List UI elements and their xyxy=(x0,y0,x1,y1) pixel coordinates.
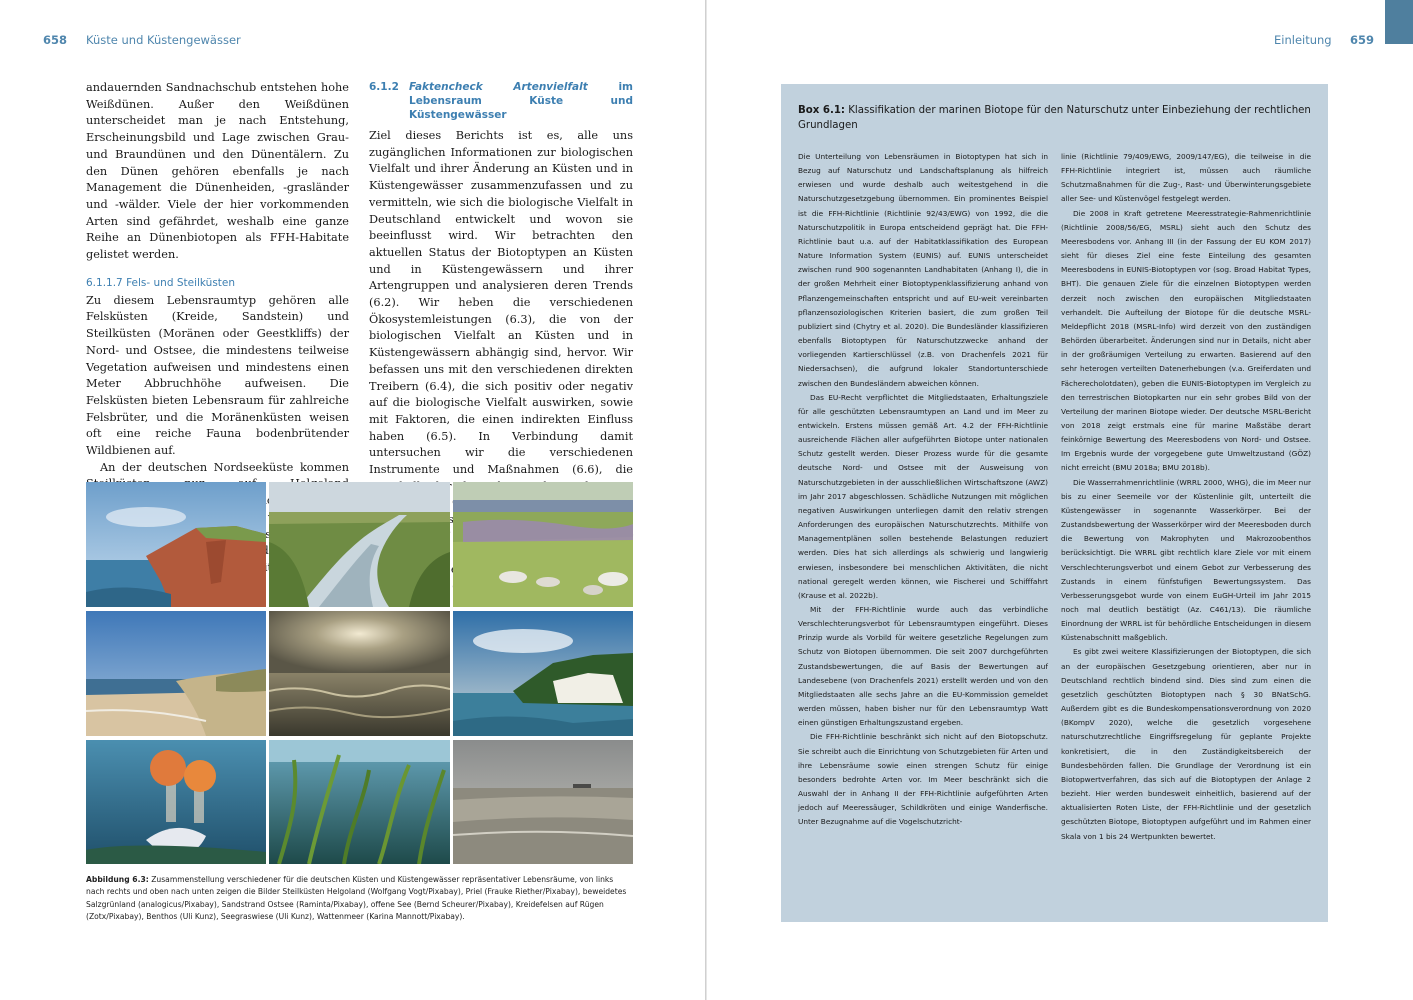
box-title xyxy=(798,103,1311,133)
box-paragraph-r1: linie (Richtlinie 79/409/EWG, 2009/147/EG), die teilweise in die FFH-Richtlinie integriert ist, müssen auch räumliche Schutzmaßnahmen für die Zug-, Rast- und Überwinterungsgebiete aller See- und Küstenvögel festgelegt werden. xyxy=(1061,152,1311,204)
paragraph-dunes: andauernden Sandnachschub entstehen hohe Weißdünen. Außer den Weißdünen unterscheidet man je nach Entstehung, Erscheinungsbild und Lage zwischen Grau- und Braundünen und den Dünentälern. Zu den Dünen gehören ebenfalls je nach Management die Dünenheiden, -grasländer und -wälder. Viele der hier vorkommenden Arten sind gefährdet, weshalb eine ganze Reihe an Dünenbiotopen als FFH-Habitate gelistet werden. xyxy=(86,81,349,262)
figure-caption-text: Zusammenstellung verschiedener für die deutschen Küsten und Küstengewässer repräsentativer Lebensräume, von links nach rechts und oben nach unten zeigen die Bilder Steilküsten Helgoland (Wolfgang Vogt/Pixabay), Priel (Frauke Riether/Pixabay), beweidetes Salzgrünland (analogicus/Pixabay), Sandstrand Ostsee (Raminta/Pixabay), offene See (Bernd Scheurer/Pixabay), Kreidefelsen auf Rügen (Zotx/Pixabay), Benthos (Uli Kunz), Seegraswiese (Uli Kunz), Wattenmeer (Karina Mannott/Pixabay). xyxy=(86,875,627,921)
section-title-rest: im Lebensraum Küste und Küstengewässer xyxy=(409,81,633,121)
box-paragraph-l2: Das EU-Recht verpflichtet die Mitgliedstaaten, Erhaltungsziele für alle geschützten Lebensraumtypen an Land und im Meer zu entwickeln. Erstens müssen gemäß Art. 4.2 der FFH-Richtlinie ausreichende Flächen aller aufgeführten Biotope unter nationalen Schutz gestellt werden. Dieser Prozess wurde für die gesamte deutsche Nord- und Ostsee mit der Ausweisung von Naturschutzgebieten in der ausschließlichen Wirtschaftszone (AWZ) im Jahr 2017 abgeschlossen. Schädliche Nutzungen mit möglichen negativen Auswirkungen unterliegen damit den relativ strengen Anforderungen des europäischen Naturschutzrechts. Mithilfe von Managementplänen sollen bestehende Belastungen reduziert werden. Dies hat sich allerdings als schwierig und langwierig erwiesen, insbesondere bei menschlichen Aktivitäten, die nicht national geregelt werden können, wie Fischerei und Schifffahrt (Krause et al. 2022b). xyxy=(798,392,1048,600)
photo-sandstrand-ostsee xyxy=(86,611,266,736)
box-label: Box 6.1: xyxy=(798,105,846,116)
figure-photo-grid xyxy=(86,482,633,865)
section-title xyxy=(409,80,633,122)
photo-seegraswiese xyxy=(269,740,450,864)
section-number: 6.1.2 xyxy=(369,81,399,93)
photo-priel xyxy=(269,482,450,607)
right-page xyxy=(707,0,1413,1000)
page-number-left: 658 xyxy=(43,33,68,47)
photo-offene-see xyxy=(269,611,450,736)
photo-wattenmeer xyxy=(453,740,633,864)
box-paragraph-l1: Die Unterteilung von Lebensräumen in Biotoptypen hat sich in Bezug auf Naturschutz und Landschaftsplanung als hilfreich erwiesen und wurde deshalb auch weitestgehend in die Naturschutzgesetzgebung übernommen. Ein prominentes Beispiel ist die FFH-Richtlinie (Richtlinie 92/43/EWG) von 1992, die die Naturschutzpolitik in Europa entscheidend geprägt hat. Die FFH-Richtlinie baut u.a. auf der Habitatklassifikation des European Nature Information System (EUNIS) auf. EUNIS unterscheidet zwischen rund 900 sogenannten Landhabitaten (Anhang I), die in der großen Mehrheit einer Biotoptypenklassifizierung anhand von Pflanzengemeinschaften entspricht und auf EU-weit vereinbarten pflanzensoziologischen Kriterien basiert, die zum großen Teil publiziert sind (Chytry et al. 2020). Die Bundesländer klassifizieren ebenfalls Biotoptypen für Naturschutzzwecke anhand der vorliegenden Kartierschlüssel (z.B. von Drachenfels 2021 für Niedersachsen), die aufgrund lokaler Standortunterschiede zwischen den Bundesländern abweichen können. xyxy=(798,152,1048,388)
photo-benthos xyxy=(86,740,266,864)
box-column-left xyxy=(798,150,1048,844)
figure-caption xyxy=(86,874,634,923)
info-box-6-1 xyxy=(781,84,1328,922)
section-heading-612 xyxy=(369,80,633,122)
chapter-thumb-tab xyxy=(1385,0,1413,44)
box-paragraph-r2: Die 2008 in Kraft getretene Meeresstrategie-Rahmenrichtlinie (Richtlinie 2008/56/EG, MSRL) sieht auch den Schutz des Meeresbodens vor. Anhang III (in der Fassung der EU KOM 2017) sieht für dieses Ziel eine feste Einteilung des gesamten Meeresbodens in EUNIS-Biotoptypen vor (sog. Broad Habitat Types, BHT). Die genauen Ziele für die einzelnen Biotoptypen werden derzeit noch zwischen den europäischen Mitgliedstaaten verhandelt. Die Aufteilung der Biotope für die deutsche MSRL-Meldepflicht 2018 (MSRL-Info) wird derzeit von den zuständigen Behörden überarbeitet. Änderungen sind nur in Details, nicht aber in der großräumigen Verteilung zu erwarten. Basierend auf den sehr heterogen verteilten Datenerhebungen (v.a. Greiferdaten und Fächerecholotdaten), geben die EUNIS-Biotoptypen im Vergleich zu den terrestrischen Biotopkarten nur ein sehr grobes Bild von der Verteilung der marinen Biotope wieder. Der deutsche MSRL-Bericht von 2018 zeigt erstmals eine für marine Maßstäbe derart feinkörnige Bewertung des Meeresbodens von Nord- und Ostsee. Im Ergebnis wurde der vorgegebene gute Umweltzustand (GÖZ) nicht erreicht (BMU 2018a; BMU 2018b). xyxy=(1061,208,1311,473)
running-title-left: Küste und Küstengewässer xyxy=(86,33,241,47)
box-paragraph-l4: Die FFH-Richtlinie beschränkt sich nicht auf den Biotopschutz. Sie schreibt auch die Einrichtung von Schutzgebieten für Arten und ihre Lebensräume sowie einen strengen Schutz für einige besonders bedrohte Arten vor. Im Meer beschränkt sich die Auswahl der in Anhang II der FFH-Richtlinie aufgeführten Arten jedoch auf Meeressäuger, Schildkröten und einige Wanderfische. Unter Bezugnahme auf die Vogelschutzricht- xyxy=(798,732,1048,827)
box-paragraph-r4: Es gibt zwei weitere Klassifizierungen der Biotoptypen, die sich an der europäischen Gesetzgebung orientieren, aber nur in Deutschland rechtlich bindend sind. Dies sind zum einen die gesetzlich geschützten Biotoptypen nach § 30 BNatSchG. Außerdem gibt es die Bundeskompensationsverordnung von 2020 (BKompV 2020), welche die gesetzlich vorgesehene naturschutzrechtliche Eingriffsregelung für geplante Projekte konkretisiert, die in den Zuständigkeitsbereich der Bundesbehörden fallen. Die Grundlage der Verordnung ist ein Biotopwertverfahren, das sich auf die Biotoptypen der Anlage 2 bezieht. Hier werden bundesweit einheitlich, basierend auf der aktualisierten Roten Liste, der FFH-Richtlinie und der gesetzlich geschützten Biotope, Biotoptypen aufgeführt und im Rahmen einer Skala von 1 bis 24 Wertpunkten bewertet. xyxy=(1061,647,1311,841)
box-paragraph-l3: Mit der FFH-Richtlinie wurde auch das verbindliche Verschlechterungsverbot für Lebensraumtypen eingeführt. Dieses Prinzip wurde als Vorbild für weitere gesetzliche Regelungen zum Schutz von Biotopen übernommen. Die seit 2007 durchgeführten Zustandsbewertungen, die auf Basis der Bewertungen auf Landesebene (von Drachenfels 2021) erstellt werden und von den Mitgliedstaaten alle sechs Jahre an die EU-Kommission gemeldet werden müssen, haben bisher nur für den Lebensraumtyp Watt einen günstigen Erhaltungszustand ergeben. xyxy=(798,605,1048,728)
paragraph-faktencheck: Ziel dieses Berichts ist es, alle uns zugänglichen Informationen zur biologischen Vielfalt und ihrer Änderung an Küsten und in Küstengewässer zusammenzufassen und zu vermitteln, wie sich die biologische Vielfalt in Deutschland entwickelt und wovon sie beeinflusst wird. Wir betrachten den aktuellen Status der Biotoptypen an Küsten und in Küstengewässern und ihrer Artengruppen und analysieren deren Trends (6.2). Wir heben die verschiedenen Ökosystemleistungen (6.3), die von der biologischen Vielfalt an Küsten und in Küstengewässern abhängig sind, hervor. Wir befassen uns mit den verschiedenen direkten Treibern (6.4), die sich positiv oder negativ auf die biologische Vielfalt auswirken, sowie mit Faktoren, die einen indirekten Einfluss haben (6.5). In Verbindung damit untersuchen wir die verschiedenen Instrumente und Maßnahmen (6.6), die xyxy=(369,129,633,477)
box-title-text: Klassifikation der marinen Biotope für den Naturschutz unter Einbeziehung der rechtlichen Grundlagen xyxy=(798,105,1311,131)
running-title-right: Einleitung xyxy=(1274,33,1332,47)
box-paragraph-r3: Die Wasserrahmenrichtlinie (WRRL 2000, WHG), die im Meer nur bis zu einer Seemeile vor der Küstenlinie gilt, unterteilt die Küstengewässer in sogenannte Wasserkörper. Bei der Zustandsbewertung der Wasserkörper wird der Meeresboden durch die Bewertung von Makrophyten und Makrozoobenthos berücksichtigt. Die WRRL gibt rechtlich klare Ziele vor mit einem Verschlechterungsverbot und einem Gebot zur Verbesserung des Zustands in einem fünfstufigen Bewertungssystem. Das Verbesserungsgebot wurde von einem EuGH-Urteil im Jahr 2015 noch mal deutlich bestätigt (Az. C461/13). Die räumliche Einordnung der WRRL ist für behördliche Entscheidungen in diesem Küstenabschnitt maßgeblich. xyxy=(1061,477,1311,643)
photo-salzgruenland xyxy=(453,482,633,607)
box-column-right xyxy=(1061,150,1311,844)
paragraph-fels-1: Zu diesem Lebensraumtyp gehören alle Felsküsten (Kreide, Sandstein) und Steilküsten (Moränen oder Geestkliffs) der Nord- und Ostsee, die mindestens teilweise Vegetation aufweisen und mindestens einen Meter Abbruchhöhe aufweisen. Die Felsküsten bieten Lebensraum für zahlreiche Felsbrüter, und die Moränenküsten weisen oft eine reiche Fauna bodenbrütender Wildbienen auf. xyxy=(86,293,349,458)
box-columns xyxy=(798,150,1311,844)
section-title-italic: Faktencheck Artenvielfalt xyxy=(409,81,588,93)
photo-steilkueste-helgoland xyxy=(86,482,266,607)
page-number-right: 659 xyxy=(1350,33,1375,47)
left-page xyxy=(0,0,706,1000)
figure-caption-label: Abbildung 6.3: xyxy=(86,875,149,884)
photo-kreidefelsen-ruegen xyxy=(453,611,633,736)
subsection-heading-fels: 6.1.1.7 Fels- und Steilküsten xyxy=(86,276,236,289)
paragraph-fels-2: An der deutschen Nordseeküste kommen xyxy=(100,460,349,474)
